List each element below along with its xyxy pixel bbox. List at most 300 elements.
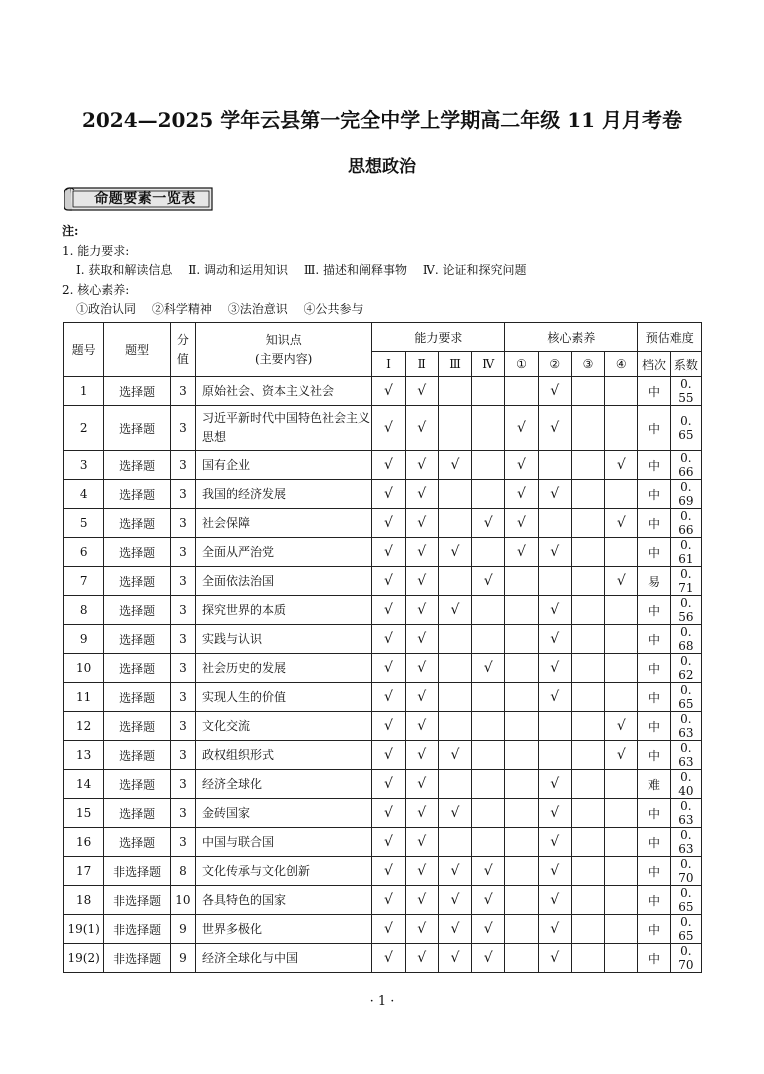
cell-literacy-2: √ — [538, 683, 571, 712]
cell-coef: 0. 66 — [670, 509, 701, 538]
cell-ability-3 — [438, 712, 471, 741]
cell-score: 3 — [170, 377, 195, 406]
cell-topic: 文化传承与文化创新 — [196, 857, 372, 886]
cell-literacy-2: √ — [538, 625, 571, 654]
table-row — [64, 886, 702, 915]
cell-num: 19(2) — [64, 944, 104, 973]
cell-coef: 0. 70 — [670, 857, 701, 886]
cell-literacy-3 — [571, 741, 604, 770]
cell-ability-3 — [438, 654, 471, 683]
cell-num: 19(1) — [64, 915, 104, 944]
cell-ability-2: √ — [405, 712, 438, 741]
cell-ability-1: √ — [372, 683, 405, 712]
table-row — [64, 770, 702, 799]
cell-literacy-1 — [505, 828, 538, 857]
cell-ability-3: √ — [438, 857, 471, 886]
cell-literacy-3 — [571, 915, 604, 944]
cell-literacy-1 — [505, 915, 538, 944]
cell-literacy-3 — [571, 567, 604, 596]
header-difficulty: 预估难度 — [638, 323, 702, 352]
cell-literacy-1: √ — [505, 480, 538, 509]
cell-literacy-1 — [505, 741, 538, 770]
cell-level: 中 — [638, 683, 670, 712]
header-literacy-col: ① — [505, 352, 538, 377]
cell-literacy-1 — [505, 712, 538, 741]
cell-coef: 0. 62 — [670, 654, 701, 683]
cell-ability-1: √ — [372, 741, 405, 770]
cell-ability-1: √ — [372, 799, 405, 828]
table-row — [64, 480, 702, 509]
cell-type: 选择题 — [104, 654, 171, 683]
cell-score: 9 — [170, 915, 195, 944]
table-row — [64, 828, 702, 857]
header-num: 题号 — [64, 323, 104, 377]
cell-literacy-4 — [605, 377, 638, 406]
cell-literacy-3 — [571, 799, 604, 828]
cell-topic: 探究世界的本质 — [196, 596, 372, 625]
cell-ability-2: √ — [405, 828, 438, 857]
cell-coef: 0. 66 — [670, 451, 701, 480]
cell-topic: 各具特色的国家 — [196, 886, 372, 915]
cell-topic: 原始社会、资本主义社会 — [196, 377, 372, 406]
cell-type: 非选择题 — [104, 886, 171, 915]
cell-level: 中 — [638, 538, 670, 567]
cell-topic: 金砖国家 — [196, 799, 372, 828]
cell-literacy-2: √ — [538, 654, 571, 683]
cell-type: 选择题 — [104, 799, 171, 828]
cell-type: 非选择题 — [104, 944, 171, 973]
cell-topic: 国有企业 — [196, 451, 372, 480]
cell-score: 3 — [170, 828, 195, 857]
cell-literacy-4 — [605, 857, 638, 886]
cell-coef: 0. 63 — [670, 712, 701, 741]
cell-literacy-4 — [605, 406, 638, 451]
cell-ability-4: √ — [472, 654, 505, 683]
literacy-list — [62, 300, 702, 320]
cell-ability-2: √ — [405, 377, 438, 406]
cell-literacy-4 — [605, 799, 638, 828]
cell-literacy-2: √ — [538, 944, 571, 973]
cell-type: 非选择题 — [104, 915, 171, 944]
cell-num: 16 — [64, 828, 104, 857]
ability-item: Ⅰ. 获取和解读信息 — [76, 263, 173, 277]
cell-topic: 全面从严治党 — [196, 538, 372, 567]
cell-literacy-1: √ — [505, 509, 538, 538]
cell-type: 选择题 — [104, 741, 171, 770]
cell-literacy-1: √ — [505, 451, 538, 480]
cell-literacy-1 — [505, 567, 538, 596]
ability-item: Ⅲ. 描述和阐释事物 — [303, 263, 408, 277]
cell-ability-1: √ — [372, 509, 405, 538]
document-title: 2024—2025 学年云县第一完全中学上学期高二年级 11 月月考卷 — [81, 108, 683, 132]
cell-score: 3 — [170, 770, 195, 799]
cell-ability-3: √ — [438, 799, 471, 828]
cell-ability-4 — [472, 799, 505, 828]
cell-coef: 0. 65 — [670, 406, 701, 451]
cell-score: 3 — [170, 451, 195, 480]
header-ability-col: Ⅰ — [372, 352, 405, 377]
cell-topic: 中国与联合国 — [196, 828, 372, 857]
cell-level: 中 — [638, 857, 670, 886]
cell-topic: 我国的经济发展 — [196, 480, 372, 509]
cell-literacy-1 — [505, 596, 538, 625]
ability-item: Ⅳ. 论证和探究问题 — [422, 263, 527, 277]
notes-block — [62, 222, 702, 320]
cell-topic: 经济全球化 — [196, 770, 372, 799]
cell-level: 中 — [638, 596, 670, 625]
table-row — [64, 406, 702, 451]
cell-ability-4: √ — [472, 857, 505, 886]
cell-type: 选择题 — [104, 451, 171, 480]
cell-type: 选择题 — [104, 567, 171, 596]
cell-topic: 全面依法治国 — [196, 567, 372, 596]
cell-ability-4: √ — [472, 944, 505, 973]
cell-topic: 文化交流 — [196, 712, 372, 741]
literacy-item: ①政治认同 — [76, 302, 137, 316]
cell-level: 难 — [638, 770, 670, 799]
cell-ability-3: √ — [438, 451, 471, 480]
cell-coef: 0. 68 — [670, 625, 701, 654]
cell-ability-4: √ — [472, 886, 505, 915]
cell-topic: 习近平新时代中国特色社会主义思想 — [196, 406, 372, 451]
cell-ability-4 — [472, 596, 505, 625]
cell-literacy-4: √ — [605, 567, 638, 596]
cell-literacy-4 — [605, 625, 638, 654]
cell-ability-1: √ — [372, 770, 405, 799]
cell-literacy-3 — [571, 509, 604, 538]
subject-title: 思想政治 — [348, 157, 416, 177]
cell-literacy-3 — [571, 712, 604, 741]
table-body — [64, 377, 702, 973]
header-knowledge-title: 知识点 — [265, 332, 302, 347]
cell-literacy-2: √ — [538, 377, 571, 406]
cell-level: 中 — [638, 625, 670, 654]
cell-ability-3 — [438, 625, 471, 654]
cell-num: 13 — [64, 741, 104, 770]
cell-literacy-3 — [571, 406, 604, 451]
cell-literacy-3 — [571, 683, 604, 712]
cell-num: 10 — [64, 654, 104, 683]
cell-ability-2: √ — [405, 538, 438, 567]
cell-ability-3: √ — [438, 886, 471, 915]
cell-num: 11 — [64, 683, 104, 712]
cell-level: 中 — [638, 828, 670, 857]
header-ability: 能力要求 — [372, 323, 505, 352]
cell-literacy-3 — [571, 857, 604, 886]
cell-literacy-1 — [505, 799, 538, 828]
cell-score: 3 — [170, 741, 195, 770]
cell-topic: 政权组织形式 — [196, 741, 372, 770]
cell-ability-1: √ — [372, 480, 405, 509]
cell-literacy-4: √ — [605, 451, 638, 480]
cell-ability-1: √ — [372, 451, 405, 480]
cell-num: 8 — [64, 596, 104, 625]
cell-ability-1: √ — [372, 654, 405, 683]
cell-type: 选择题 — [104, 683, 171, 712]
cell-ability-2: √ — [405, 567, 438, 596]
cell-literacy-4 — [605, 596, 638, 625]
cell-literacy-2: √ — [538, 770, 571, 799]
cell-score: 3 — [170, 799, 195, 828]
cell-level: 中 — [638, 654, 670, 683]
cell-literacy-4 — [605, 480, 638, 509]
table-row — [64, 538, 702, 567]
banner-label: 命题要素一览表 — [94, 191, 196, 207]
cell-coef: 0. 40 — [670, 770, 701, 799]
cell-type: 选择题 — [104, 406, 171, 451]
header-ability-col: Ⅲ — [438, 352, 471, 377]
cell-level: 中 — [638, 509, 670, 538]
header-literacy-col: ④ — [605, 352, 638, 377]
cell-level: 中 — [638, 799, 670, 828]
literacy-item: ④公共参与 — [303, 302, 364, 316]
table-row — [64, 625, 702, 654]
cell-score: 3 — [170, 480, 195, 509]
cell-ability-4 — [472, 480, 505, 509]
cell-ability-3 — [438, 406, 471, 451]
page-number: · 1 · — [369, 994, 395, 1009]
cell-coef: 0. 71 — [670, 567, 701, 596]
cell-topic: 社会保障 — [196, 509, 372, 538]
cell-ability-1: √ — [372, 377, 405, 406]
cell-num: 6 — [64, 538, 104, 567]
cell-num: 7 — [64, 567, 104, 596]
cell-ability-2: √ — [405, 509, 438, 538]
header-knowledge-sub: (主要内容) — [255, 351, 313, 366]
cell-ability-4 — [472, 712, 505, 741]
table-row — [64, 799, 702, 828]
cell-ability-2: √ — [405, 857, 438, 886]
cell-ability-1: √ — [372, 625, 405, 654]
cell-topic: 实践与认识 — [196, 625, 372, 654]
cell-ability-1: √ — [372, 567, 405, 596]
table-row — [64, 567, 702, 596]
cell-literacy-2 — [538, 741, 571, 770]
literacy-item: ③法治意识 — [227, 302, 288, 316]
cell-num: 2 — [64, 406, 104, 451]
cell-literacy-2: √ — [538, 857, 571, 886]
cell-ability-4 — [472, 377, 505, 406]
cell-level: 中 — [638, 886, 670, 915]
cell-level: 中 — [638, 741, 670, 770]
cell-score: 3 — [170, 538, 195, 567]
cell-ability-1: √ — [372, 406, 405, 451]
requirements-table — [63, 322, 702, 973]
cell-ability-4 — [472, 451, 505, 480]
cell-literacy-2 — [538, 509, 571, 538]
cell-num: 4 — [64, 480, 104, 509]
cell-coef: 0. 56 — [670, 596, 701, 625]
cell-literacy-1 — [505, 770, 538, 799]
header-knowledge — [196, 323, 372, 377]
header-ability-col: Ⅱ — [405, 352, 438, 377]
cell-ability-3: √ — [438, 915, 471, 944]
cell-level: 中 — [638, 480, 670, 509]
header-coef: 系数 — [670, 352, 701, 377]
cell-ability-3: √ — [438, 741, 471, 770]
cell-literacy-2 — [538, 567, 571, 596]
cell-literacy-2: √ — [538, 828, 571, 857]
cell-ability-1: √ — [372, 857, 405, 886]
cell-literacy-4 — [605, 538, 638, 567]
cell-coef: 0. 61 — [670, 538, 701, 567]
ability-heading: 1. 能力要求: — [62, 243, 130, 258]
cell-ability-2: √ — [405, 770, 438, 799]
cell-type: 选择题 — [104, 377, 171, 406]
cell-literacy-3 — [571, 654, 604, 683]
cell-literacy-4 — [605, 886, 638, 915]
ability-item: Ⅱ. 调动和运用知识 — [188, 263, 288, 277]
cell-literacy-3 — [571, 451, 604, 480]
cell-type: 选择题 — [104, 509, 171, 538]
table-row — [64, 712, 702, 741]
cell-literacy-4 — [605, 654, 638, 683]
cell-literacy-1 — [505, 886, 538, 915]
cell-ability-3 — [438, 480, 471, 509]
cell-level: 中 — [638, 712, 670, 741]
cell-topic: 实现人生的价值 — [196, 683, 372, 712]
cell-literacy-1: √ — [505, 406, 538, 451]
cell-ability-4 — [472, 828, 505, 857]
cell-ability-1: √ — [372, 712, 405, 741]
cell-type: 选择题 — [104, 625, 171, 654]
header-literacy: 核心素养 — [505, 323, 638, 352]
cell-literacy-2: √ — [538, 480, 571, 509]
cell-level: 中 — [638, 944, 670, 973]
cell-coef: 0. 55 — [670, 377, 701, 406]
header-level: 档次 — [638, 352, 670, 377]
cell-ability-4 — [472, 406, 505, 451]
cell-type: 选择题 — [104, 712, 171, 741]
cell-literacy-1: √ — [505, 538, 538, 567]
cell-ability-2: √ — [405, 406, 438, 451]
cell-literacy-1 — [505, 857, 538, 886]
cell-literacy-1 — [505, 683, 538, 712]
cell-literacy-2 — [538, 451, 571, 480]
notes-label: 注: — [62, 224, 79, 238]
cell-ability-1: √ — [372, 596, 405, 625]
header-literacy-col: ③ — [571, 352, 604, 377]
cell-literacy-2 — [538, 712, 571, 741]
cell-literacy-3 — [571, 886, 604, 915]
cell-literacy-3 — [571, 377, 604, 406]
cell-literacy-4: √ — [605, 741, 638, 770]
header-type: 题型 — [104, 323, 171, 377]
cell-literacy-1 — [505, 377, 538, 406]
cell-level: 中 — [638, 915, 670, 944]
cell-ability-2: √ — [405, 625, 438, 654]
cell-ability-3: √ — [438, 538, 471, 567]
cell-ability-3: √ — [438, 596, 471, 625]
cell-num: 14 — [64, 770, 104, 799]
cell-ability-4: √ — [472, 915, 505, 944]
cell-ability-3: √ — [438, 944, 471, 973]
table-row — [64, 509, 702, 538]
cell-literacy-3 — [571, 596, 604, 625]
cell-ability-4 — [472, 683, 505, 712]
cell-num: 5 — [64, 509, 104, 538]
cell-ability-3 — [438, 377, 471, 406]
cell-topic: 社会历史的发展 — [196, 654, 372, 683]
literacy-item: ②科学精神 — [151, 302, 212, 316]
cell-literacy-1 — [505, 625, 538, 654]
cell-literacy-4 — [605, 915, 638, 944]
cell-literacy-2: √ — [538, 538, 571, 567]
cell-score: 10 — [170, 886, 195, 915]
cell-ability-1: √ — [372, 886, 405, 915]
table-row — [64, 944, 702, 973]
cell-level: 中 — [638, 377, 670, 406]
table-row — [64, 596, 702, 625]
cell-coef: 0. 63 — [670, 741, 701, 770]
cell-coef: 0. 63 — [670, 828, 701, 857]
table-row — [64, 915, 702, 944]
table-row — [64, 451, 702, 480]
cell-ability-3 — [438, 770, 471, 799]
cell-coef: 0. 65 — [670, 683, 701, 712]
cell-ability-3 — [438, 509, 471, 538]
cell-ability-1: √ — [372, 944, 405, 973]
cell-literacy-3 — [571, 538, 604, 567]
cell-coef: 0. 63 — [670, 799, 701, 828]
cell-literacy-3 — [571, 625, 604, 654]
cell-ability-2: √ — [405, 451, 438, 480]
cell-literacy-4 — [605, 828, 638, 857]
cell-literacy-4 — [605, 944, 638, 973]
cell-type: 选择题 — [104, 538, 171, 567]
cell-score: 3 — [170, 509, 195, 538]
cell-type: 选择题 — [104, 596, 171, 625]
cell-literacy-2: √ — [538, 915, 571, 944]
cell-score: 3 — [170, 654, 195, 683]
cell-ability-3 — [438, 683, 471, 712]
cell-ability-2: √ — [405, 944, 438, 973]
cell-ability-3 — [438, 828, 471, 857]
cell-literacy-4: √ — [605, 509, 638, 538]
table-row — [64, 377, 702, 406]
cell-ability-1: √ — [372, 915, 405, 944]
cell-literacy-2: √ — [538, 406, 571, 451]
cell-score: 3 — [170, 406, 195, 451]
cell-literacy-2: √ — [538, 799, 571, 828]
cell-score: 3 — [170, 567, 195, 596]
cell-ability-1: √ — [372, 828, 405, 857]
cell-type: 选择题 — [104, 480, 171, 509]
cell-coef: 0. 70 — [670, 944, 701, 973]
cell-level: 中 — [638, 451, 670, 480]
table-row — [64, 857, 702, 886]
header-literacy-col: ② — [538, 352, 571, 377]
cell-ability-1: √ — [372, 538, 405, 567]
cell-ability-2: √ — [405, 741, 438, 770]
cell-ability-4 — [472, 625, 505, 654]
cell-ability-2: √ — [405, 799, 438, 828]
cell-score: 3 — [170, 596, 195, 625]
cell-literacy-4: √ — [605, 712, 638, 741]
cell-ability-3 — [438, 567, 471, 596]
cell-type: 选择题 — [104, 828, 171, 857]
cell-score: 3 — [170, 712, 195, 741]
cell-num: 17 — [64, 857, 104, 886]
cell-literacy-1 — [505, 654, 538, 683]
table-row — [64, 683, 702, 712]
cell-literacy-3 — [571, 770, 604, 799]
cell-literacy-3 — [571, 828, 604, 857]
header-ability-col: Ⅳ — [472, 352, 505, 377]
cell-ability-4 — [472, 741, 505, 770]
cell-num: 15 — [64, 799, 104, 828]
cell-coef: 0. 65 — [670, 886, 701, 915]
